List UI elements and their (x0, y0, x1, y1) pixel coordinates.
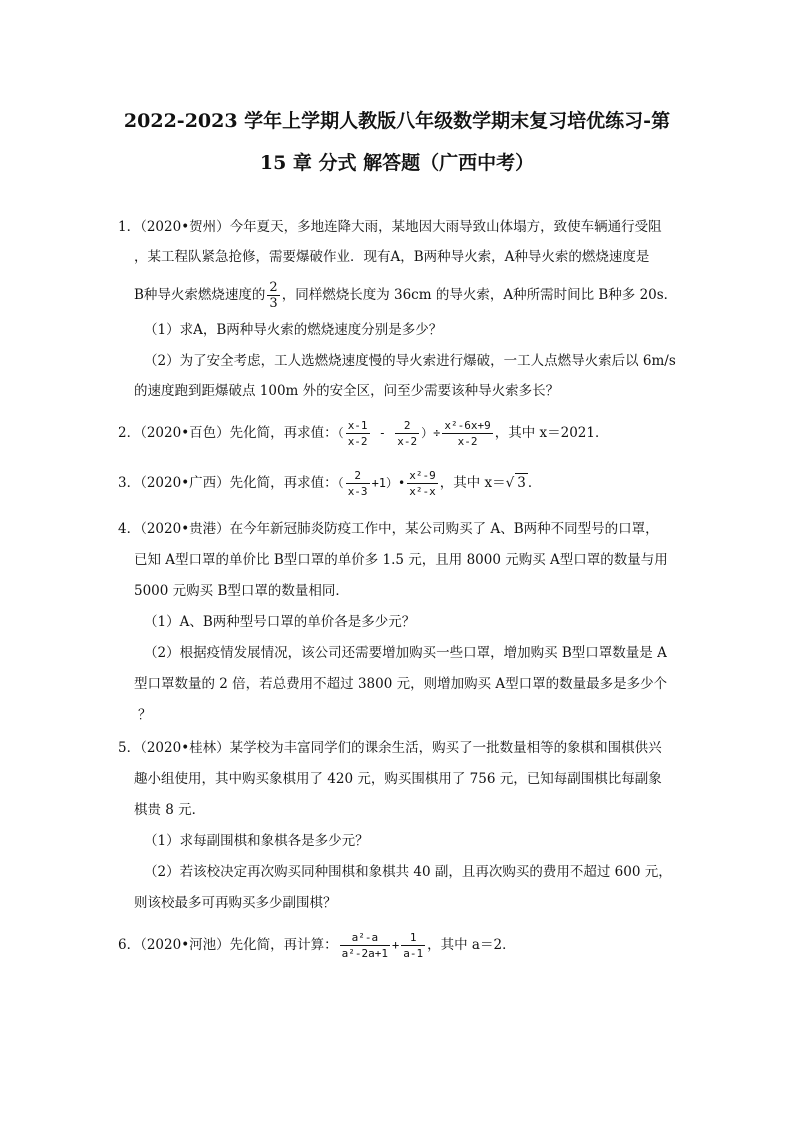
question-text: 6．（2020•河池）先化简，再计算： (118, 937, 338, 953)
close-paren-divide: ）÷ (421, 426, 441, 440)
question-text: ，其中 x＝2021． (494, 425, 609, 441)
fraction (401, 930, 425, 961)
fraction (346, 468, 370, 499)
fraction (407, 468, 438, 499)
fraction-numerator: x²-9 (409, 469, 436, 482)
fraction-denominator: x²-x (409, 485, 436, 498)
fraction-numerator: x²-6x+9 (444, 419, 491, 432)
fraction-denominator: x-2 (347, 435, 368, 448)
fraction-denominator: x-2 (457, 435, 478, 448)
sub-question-2: （2）根据疫情发展情况，该公司还需要增加购买一些口罩，增加购买 B型口罩数量是 A (144, 645, 667, 661)
sqrt-sign: √ (505, 475, 515, 491)
sub-question-2-cont: 的速度跑到距爆破点 100m 外的安全区，问至少需要该种导火索多长？ (134, 383, 560, 399)
question-6 (118, 930, 516, 961)
sub-question-2-cont: 则该校最多可再购买多少副围棋？ (134, 895, 337, 911)
sub-question-1: （1）A、B两种型号口罩的单价各是多少元？ (144, 614, 416, 630)
sub-question-2-cont: 型口罩数量的 2 倍，若总费用不超过 3800 元，则增加购买 A型口罩的数量最多是多少个 (134, 676, 668, 692)
fraction-numerator: 2 (395, 418, 419, 434)
plus-one-paren: +1）• (371, 476, 406, 490)
question-text: ，同样燃烧长度为 36cm 的导火索，A种所需时间比 B种多 20s． (281, 287, 678, 303)
question-text: 2．（2020•百色）先化简，再求值： (118, 425, 338, 441)
fraction-denominator: x-2 (397, 435, 418, 448)
question-text: 已知 A型口罩的单价比 B型口罩的单价多 1.5 元，且用 8000 元购买 A型口罩的数量与用 (134, 552, 668, 568)
open-paren: （ (337, 476, 344, 490)
question-2 (118, 418, 608, 449)
question-text: ，某工程队紧急抢修，需要爆破作业．现有A，B两种导火索，A种导火索的燃烧速度是 (134, 249, 650, 265)
fraction (346, 418, 370, 449)
sub-question-2: （2）若该校决定再次购买同种围棋和象棋共 40 副，且再次购买的费用不超过 600 元， (144, 864, 672, 880)
question-text: 趣小组使用，其中购买象棋用了 420 元，购买围棋用了 756 元，已知每副围棋比每副象 (134, 771, 662, 787)
fraction (395, 418, 419, 449)
sub-question-2: （2）为了安全考虑，工人选燃烧速度慢的导火索进行爆破，一工人点燃导火索后以 6m/s (144, 353, 676, 369)
question-text: 棋贵 8 元． (134, 802, 206, 818)
sub-question-1: （1）求每副围棋和象棋各是多少元？ (144, 833, 369, 849)
minus-sign: - (371, 426, 394, 440)
page-title-line1: 2022-2023 学年上学期人教版八年级数学期末复习培优练习-第 (123, 110, 671, 132)
question-text: 5．（2020•桂林）某学校为丰富同学们的课余生活，购买了一批数量相等的象棋和围棋供兴 (118, 740, 662, 756)
fraction (442, 418, 492, 449)
question-text: 3．（2020•广西）先化简，再求值： (118, 475, 338, 491)
question-text: B种导火索燃烧速度的 (134, 287, 266, 303)
sqrt-value: 3 (517, 475, 526, 491)
question-text: ，其中 a＝2． (427, 937, 516, 953)
question-text: 4．（2020•贵港）在今年新冠肺炎防疫工作中，某公司购买了 A、B两种不同型号的口罩， (118, 521, 659, 537)
fraction-numerator: 1 (401, 930, 425, 946)
sub-question-2-cont: ？ (138, 707, 152, 723)
fraction-numerator: x-1 (347, 419, 368, 432)
question-text: ，其中 x＝ (439, 475, 506, 491)
question-text: ． (527, 475, 542, 491)
fraction-denominator: 3 (269, 296, 278, 311)
fraction (267, 280, 279, 311)
fraction-numerator: a²-a (340, 930, 390, 946)
fraction-numerator: 2 (269, 280, 278, 295)
question-text: 1．（2020•贺州）今年夏天，多地连降大雨，某地因大雨导致山体塌方，致使车辆通行受阻 (118, 219, 662, 235)
fraction-denominator: x-3 (347, 485, 368, 498)
page-title-line2: 15 章 分式 解答题（广西中考） (259, 152, 535, 174)
sub-question-1: （1）求A，B两种导火索的燃烧速度分别是多少？ (144, 322, 443, 338)
fraction-denominator: a²-2a+1 (341, 947, 389, 960)
fraction-denominator: a-1 (403, 947, 424, 960)
plus-sign: + (392, 938, 400, 952)
open-paren: （ (337, 426, 344, 440)
question-text: 5000 元购买 B型口罩的数量相同． (134, 583, 349, 599)
question-text (134, 280, 677, 311)
fraction-numerator: 2 (346, 468, 370, 484)
fraction (340, 930, 390, 961)
question-3 (118, 468, 541, 499)
